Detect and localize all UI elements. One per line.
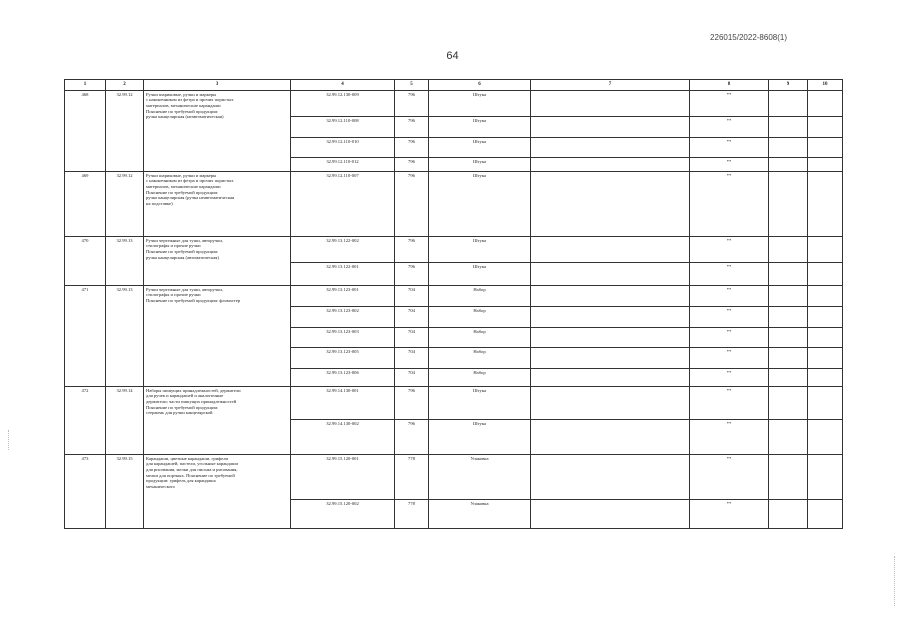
column-7-cell xyxy=(531,420,690,455)
column-9-cell xyxy=(769,387,808,420)
column-7-cell xyxy=(531,348,690,369)
table-row xyxy=(65,286,843,307)
unit-name: Набор xyxy=(429,307,531,328)
product-code: 32.99.13.123-003 xyxy=(291,328,395,348)
document-number: 226015/2022-8608(1) xyxy=(710,33,787,42)
table-header-row xyxy=(65,80,843,91)
product-description: Ручки шариковые, ручки и маркеры с наконечником из фетра и прочих пористых материалов, механические карандаши Пояснение по требуемой продукции: ручка канцелярская (ручка неавтоматическая на подставке) xyxy=(144,172,291,237)
okpd2-code: 32.99.15 xyxy=(106,455,144,529)
column-9-cell xyxy=(769,117,808,138)
unit-name: Штука xyxy=(429,387,531,420)
column-7-cell xyxy=(531,286,690,307)
unit-name: Штука xyxy=(429,158,531,172)
unit-name: Набор xyxy=(429,286,531,307)
column-9-cell xyxy=(769,307,808,328)
column-header-3: 3 xyxy=(144,80,291,91)
column-header-2: 2 xyxy=(106,80,144,91)
product-code: 32.99.13.122-002 xyxy=(291,237,395,263)
column-header-8: 8 xyxy=(690,80,769,91)
column-10-cell xyxy=(808,500,843,529)
column-8-cell: ** xyxy=(690,387,769,420)
product-code: 32.99.14.130-001 xyxy=(291,387,395,420)
column-8-cell: ** xyxy=(690,369,769,387)
okpd2-code: 32.99.12 xyxy=(106,172,144,237)
column-7-cell xyxy=(531,91,690,117)
column-10-cell xyxy=(808,117,843,138)
column-7-cell xyxy=(531,117,690,138)
procurement-table xyxy=(64,79,843,529)
column-8-cell: ** xyxy=(690,91,769,117)
okei-code: 796 xyxy=(395,420,429,455)
column-7-cell xyxy=(531,172,690,237)
scan-mark-left xyxy=(8,430,12,450)
column-9-cell xyxy=(769,172,808,237)
product-description: Наборы пишущих принадлежностей, держатели для ручек и карандашей и аналогичные держатели; части пишущих принадлежностей Пояснение по требуемой продукции: стержень для ручки канцелярской xyxy=(144,387,291,455)
column-10-cell xyxy=(808,263,843,286)
okei-code: 704 xyxy=(395,307,429,328)
product-description: Ручки шариковые, ручки и маркеры с наконечником из фетра и прочих пористых материалов, механические карандаши Пояснение по требуемой продукции: ручка канцелярская (неавтоматическая) xyxy=(144,91,291,172)
column-7-cell xyxy=(531,500,690,529)
column-9-cell xyxy=(769,348,808,369)
row-number: 471 xyxy=(65,286,106,387)
unit-name: Набор xyxy=(429,328,531,348)
table-body xyxy=(65,91,843,529)
row-number: 468 xyxy=(65,91,106,172)
okpd2-code: 32.99.14 xyxy=(106,387,144,455)
column-10-cell xyxy=(808,369,843,387)
product-code: 32.99.12.130-009 xyxy=(291,91,395,117)
product-code: 32.99.15.120-002 xyxy=(291,500,395,529)
product-code: 32.99.13.123-005 xyxy=(291,348,395,369)
okei-code: 778 xyxy=(395,500,429,529)
okpd2-code: 32.99.13 xyxy=(106,286,144,387)
row-number: 472 xyxy=(65,387,106,455)
okei-code: 796 xyxy=(395,387,429,420)
column-8-cell: ** xyxy=(690,172,769,237)
column-10-cell xyxy=(808,455,843,500)
unit-name: Набор xyxy=(429,369,531,387)
okei-code: 796 xyxy=(395,91,429,117)
column-7-cell xyxy=(531,328,690,348)
column-7-cell xyxy=(531,307,690,328)
column-10-cell xyxy=(808,286,843,307)
okei-code: 796 xyxy=(395,158,429,172)
table-row xyxy=(65,237,843,263)
product-code: 32.99.12.110-012 xyxy=(291,158,395,172)
column-9-cell xyxy=(769,420,808,455)
column-header-5: 5 xyxy=(395,80,429,91)
unit-name: Штука xyxy=(429,420,531,455)
column-9-cell xyxy=(769,328,808,348)
column-8-cell: ** xyxy=(690,138,769,158)
unit-name: Штука xyxy=(429,237,531,263)
product-code: 32.99.13.123-001 xyxy=(291,286,395,307)
scan-mark-right xyxy=(894,556,899,606)
column-header-9: 9 xyxy=(769,80,808,91)
column-header-10: 10 xyxy=(808,80,843,91)
product-code: 32.99.15.120-001 xyxy=(291,455,395,500)
row-number: 469 xyxy=(65,172,106,237)
column-10-cell xyxy=(808,237,843,263)
unit-name: Штука xyxy=(429,172,531,237)
column-8-cell: ** xyxy=(690,500,769,529)
unit-name: Набор xyxy=(429,348,531,369)
column-10-cell xyxy=(808,138,843,158)
unit-name: Упаковка xyxy=(429,455,531,500)
okei-code: 778 xyxy=(395,455,429,500)
column-9-cell xyxy=(769,369,808,387)
column-7-cell xyxy=(531,387,690,420)
column-10-cell xyxy=(808,328,843,348)
column-10-cell xyxy=(808,158,843,172)
column-9-cell xyxy=(769,500,808,529)
column-header-7: 7 xyxy=(531,80,690,91)
column-10-cell xyxy=(808,91,843,117)
product-description: Карандаши, цветные карандаши, грифели для карандашей, пастели, угольные карандаши для рисования, мелки для письма и рисования, мелки для портных. Пояснение по требуемой продукции: грифель для карандаша механического xyxy=(144,455,291,529)
column-8-cell: ** xyxy=(690,328,769,348)
column-7-cell xyxy=(531,138,690,158)
unit-name: Штука xyxy=(429,138,531,158)
okpd2-code: 32.99.13 xyxy=(106,237,144,286)
product-code: 32.99.13.123-006 xyxy=(291,369,395,387)
product-code: 32.99.13.122-001 xyxy=(291,263,395,286)
column-8-cell: ** xyxy=(690,307,769,328)
okei-code: 704 xyxy=(395,348,429,369)
column-8-cell: ** xyxy=(690,263,769,286)
column-9-cell xyxy=(769,91,808,117)
column-10-cell xyxy=(808,307,843,328)
product-description: Ручки чертежные для туши, авторучки, стилографы и прочие ручки Пояснение по требуемой продукции: фломастер xyxy=(144,286,291,387)
column-10-cell xyxy=(808,172,843,237)
unit-name: Штука xyxy=(429,263,531,286)
table-row xyxy=(65,91,843,117)
table-row xyxy=(65,172,843,237)
okei-code: 796 xyxy=(395,237,429,263)
okei-code: 704 xyxy=(395,369,429,387)
okei-code: 796 xyxy=(395,117,429,138)
okei-code: 796 xyxy=(395,263,429,286)
column-7-cell xyxy=(531,369,690,387)
row-number: 473 xyxy=(65,455,106,529)
column-10-cell xyxy=(808,348,843,369)
column-header-1: 1 xyxy=(65,80,106,91)
unit-name: Упаковка xyxy=(429,500,531,529)
column-8-cell: ** xyxy=(690,420,769,455)
column-9-cell xyxy=(769,263,808,286)
page-number: 64 xyxy=(446,50,459,62)
column-9-cell xyxy=(769,455,808,500)
okei-code: 704 xyxy=(395,286,429,307)
table-row xyxy=(65,455,843,500)
column-9-cell xyxy=(769,158,808,172)
column-8-cell: ** xyxy=(690,286,769,307)
okei-code: 796 xyxy=(395,172,429,237)
column-10-cell xyxy=(808,387,843,420)
column-8-cell: ** xyxy=(690,158,769,172)
column-7-cell xyxy=(531,263,690,286)
column-8-cell: ** xyxy=(690,348,769,369)
row-number: 470 xyxy=(65,237,106,286)
unit-name: Штука xyxy=(429,117,531,138)
column-9-cell xyxy=(769,138,808,158)
column-9-cell xyxy=(769,286,808,307)
product-code: 32.99.12.110-010 xyxy=(291,138,395,158)
product-code: 32.99.13.123-002 xyxy=(291,307,395,328)
column-7-cell xyxy=(531,455,690,500)
column-8-cell: ** xyxy=(690,237,769,263)
unit-name: Штука xyxy=(429,91,531,117)
column-7-cell xyxy=(531,158,690,172)
okei-code: 796 xyxy=(395,138,429,158)
column-header-4: 4 xyxy=(291,80,395,91)
okei-code: 704 xyxy=(395,328,429,348)
column-8-cell: ** xyxy=(690,117,769,138)
okpd2-code: 32.99.12 xyxy=(106,91,144,172)
column-header-6: 6 xyxy=(429,80,531,91)
column-8-cell: ** xyxy=(690,455,769,500)
product-code: 32.99.12.110-008 xyxy=(291,117,395,138)
table-row xyxy=(65,387,843,420)
column-7-cell xyxy=(531,237,690,263)
product-description: Ручки чертежные для туши, авторучки, стилографы и прочие ручки Пояснение по требуемой продукции: ручка канцелярская (автоматическая) xyxy=(144,237,291,286)
column-9-cell xyxy=(769,237,808,263)
product-code: 32.99.14.130-002 xyxy=(291,420,395,455)
product-code: 32.99.12.110-007 xyxy=(291,172,395,237)
column-10-cell xyxy=(808,420,843,455)
